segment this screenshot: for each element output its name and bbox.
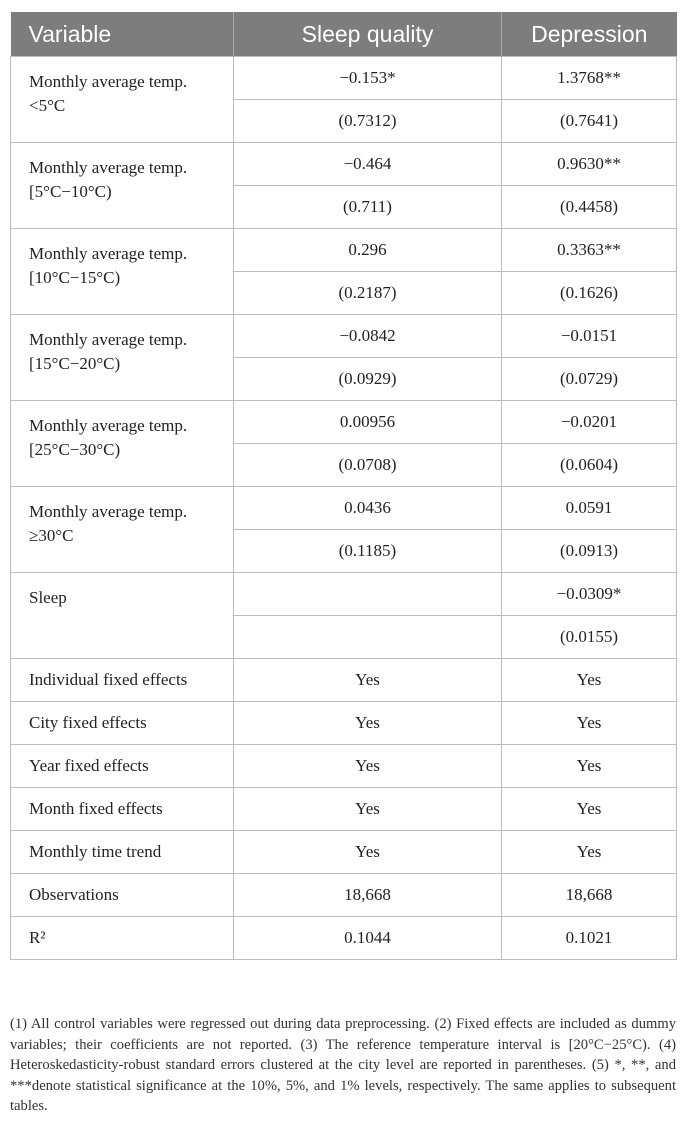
summary-label: R² (11, 917, 234, 960)
depression-coefficient: −0.0151 (502, 315, 677, 358)
variable-label (11, 401, 234, 487)
summary-row (11, 745, 677, 788)
variable-label-line2: [25°C−30°C) (29, 440, 121, 459)
depression-value: 18,668 (502, 874, 677, 917)
depression-standard-error: (0.0729) (502, 358, 677, 401)
variable-label-line2: ≥30°C (29, 526, 74, 545)
variable-label (11, 229, 234, 315)
variable-label-line1: Sleep (29, 588, 67, 607)
sleep-value: 0.1044 (234, 917, 502, 960)
variable-label (11, 573, 234, 659)
variable-label (11, 315, 234, 401)
summary-row (11, 702, 677, 745)
variable-label-line2: [5°C−10°C) (29, 182, 112, 201)
variable-label-line2: [15°C−20°C) (29, 354, 121, 373)
depression-standard-error: (0.1626) (502, 272, 677, 315)
sleep-value: Yes (234, 788, 502, 831)
table-body (11, 57, 677, 960)
depression-value: Yes (502, 702, 677, 745)
depression-standard-error: (0.7641) (502, 100, 677, 143)
depression-coefficient: −0.0201 (502, 401, 677, 444)
variable-label (11, 57, 234, 143)
variable-label-line1: Monthly average temp. (29, 330, 188, 349)
depression-value: Yes (502, 831, 677, 874)
sleep-standard-error: (0.711) (234, 186, 502, 229)
depression-coefficient: 0.3363** (502, 229, 677, 272)
depression-value: Yes (502, 659, 677, 702)
summary-row (11, 788, 677, 831)
variable-label-line1: Monthly average temp. (29, 502, 188, 521)
summary-row (11, 831, 677, 874)
summary-label: City fixed effects (11, 702, 234, 745)
depression-value: 0.1021 (502, 917, 677, 960)
coefficient-row (11, 487, 677, 530)
summary-label: Individual fixed effects (11, 659, 234, 702)
sleep-standard-error: (0.1185) (234, 530, 502, 573)
summary-label: Year fixed effects (11, 745, 234, 788)
depression-standard-error: (0.0604) (502, 444, 677, 487)
summary-label: Monthly time trend (11, 831, 234, 874)
header-sleep-quality: Sleep quality (234, 12, 502, 57)
sleep-value: Yes (234, 745, 502, 788)
coefficient-row (11, 401, 677, 444)
summary-row (11, 917, 677, 960)
variable-label (11, 143, 234, 229)
sleep-coefficient: 0.0436 (234, 487, 502, 530)
summary-label: Month fixed effects (11, 788, 234, 831)
sleep-standard-error: (0.0929) (234, 358, 502, 401)
sleep-standard-error (234, 616, 502, 659)
sleep-coefficient: 0.296 (234, 229, 502, 272)
coefficient-row (11, 315, 677, 358)
sleep-standard-error: (0.0708) (234, 444, 502, 487)
regression-table (10, 12, 677, 960)
depression-standard-error: (0.4458) (502, 186, 677, 229)
depression-standard-error: (0.0155) (502, 616, 677, 659)
summary-row (11, 874, 677, 917)
header-depression: Depression (502, 12, 677, 57)
depression-standard-error: (0.0913) (502, 530, 677, 573)
variable-label-line1: Monthly average temp. (29, 416, 188, 435)
variable-label (11, 487, 234, 573)
depression-coefficient: 0.9630** (502, 143, 677, 186)
depression-coefficient: 1.3768** (502, 57, 677, 100)
sleep-standard-error: (0.7312) (234, 100, 502, 143)
depression-coefficient: 0.0591 (502, 487, 677, 530)
sleep-coefficient: −0.0842 (234, 315, 502, 358)
coefficient-row (11, 573, 677, 616)
variable-label-line2: [10°C−15°C) (29, 268, 121, 287)
sleep-coefficient: −0.153* (234, 57, 502, 100)
depression-value: Yes (502, 745, 677, 788)
sleep-value: Yes (234, 702, 502, 745)
variable-label-line2: <5°C (29, 96, 66, 115)
sleep-value: 18,668 (234, 874, 502, 917)
sleep-standard-error: (0.2187) (234, 272, 502, 315)
sleep-coefficient (234, 573, 502, 616)
coefficient-row (11, 229, 677, 272)
sleep-value: Yes (234, 831, 502, 874)
table-notes: (1) All control variables were regressed out during data preprocessing. (2) Fixed effects are included as dummy variables; their coefficients are not reported. (3) The reference temperature interval is [20°C−25°C). (4) Heteroskedasticity-robust standard errors clustered at the city level are reported in parentheses. (5) *, **, and ***denote statistical significance at the 10%, 5%, and 1% levels, respectively. The same applies to subsequent tables. (10, 1016, 676, 1115)
depression-value: Yes (502, 788, 677, 831)
header-row (11, 12, 677, 57)
coefficient-row (11, 143, 677, 186)
coefficient-row (11, 57, 677, 100)
variable-label-line1: Monthly average temp. (29, 158, 188, 177)
variable-label-line1: Monthly average temp. (29, 244, 188, 263)
summary-label: Observations (11, 874, 234, 917)
depression-coefficient: −0.0309* (502, 573, 677, 616)
sleep-value: Yes (234, 659, 502, 702)
variable-label-line1: Monthly average temp. (29, 72, 188, 91)
header-variable: Variable (11, 12, 234, 57)
sleep-coefficient: −0.464 (234, 143, 502, 186)
sleep-coefficient: 0.00956 (234, 401, 502, 444)
summary-row (11, 659, 677, 702)
